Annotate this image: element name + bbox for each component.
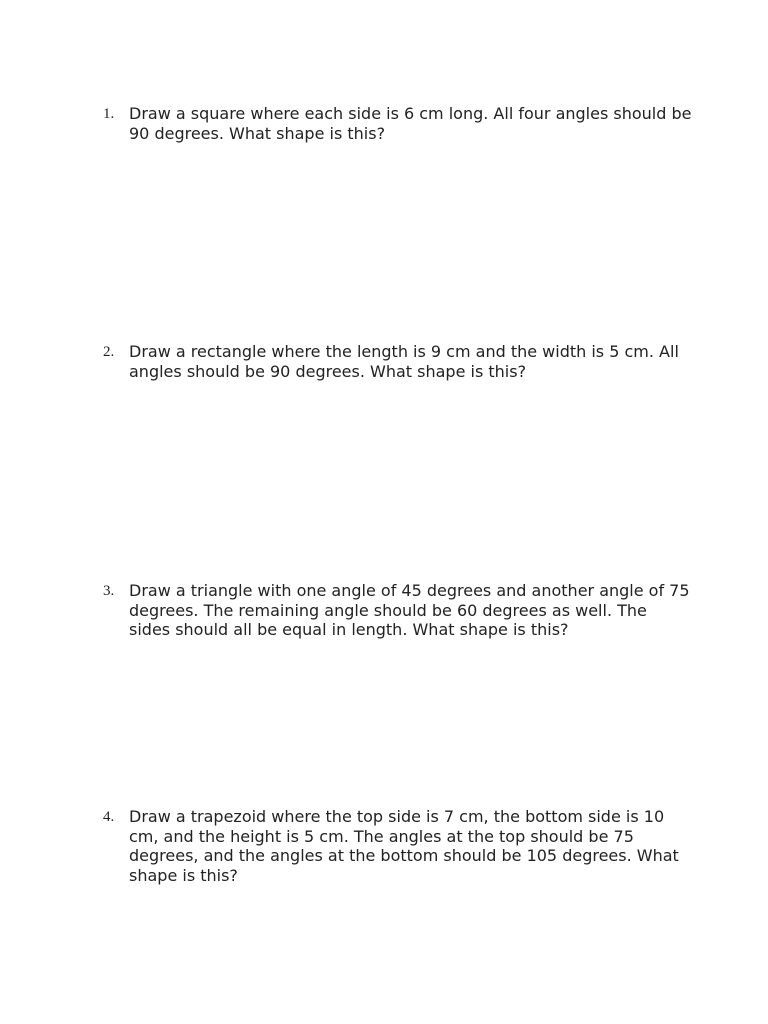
question-number: 1.: [103, 106, 115, 122]
question-text: Draw a triangle with one angle of 45 degrees and another angle of 75 degrees. The remaining angle should be 60 degrees as well. The sides should all be equal in length. What shape is this?: [129, 581, 690, 640]
question-2: [103, 342, 693, 381]
question-1: [103, 104, 693, 143]
question-number: 2.: [103, 344, 115, 360]
question-number: 4.: [103, 809, 115, 825]
question-number: 3.: [103, 583, 115, 599]
question-text: Draw a square where each side is 6 cm long. All four angles should be 90 degrees. What shape is this?: [129, 104, 692, 143]
question-text: Draw a rectangle where the length is 9 cm and the width is 5 cm. All angles should be 90 degrees. What shape is this?: [129, 342, 679, 381]
question-4: [103, 807, 693, 886]
question-3: [103, 581, 693, 640]
question-text: Draw a trapezoid where the top side is 7 cm, the bottom side is 10 cm, and the height is 5 cm. The angles at the top should be 75 degrees, and the angles at the bottom should be 105 degrees. What shape is this?: [129, 807, 679, 886]
